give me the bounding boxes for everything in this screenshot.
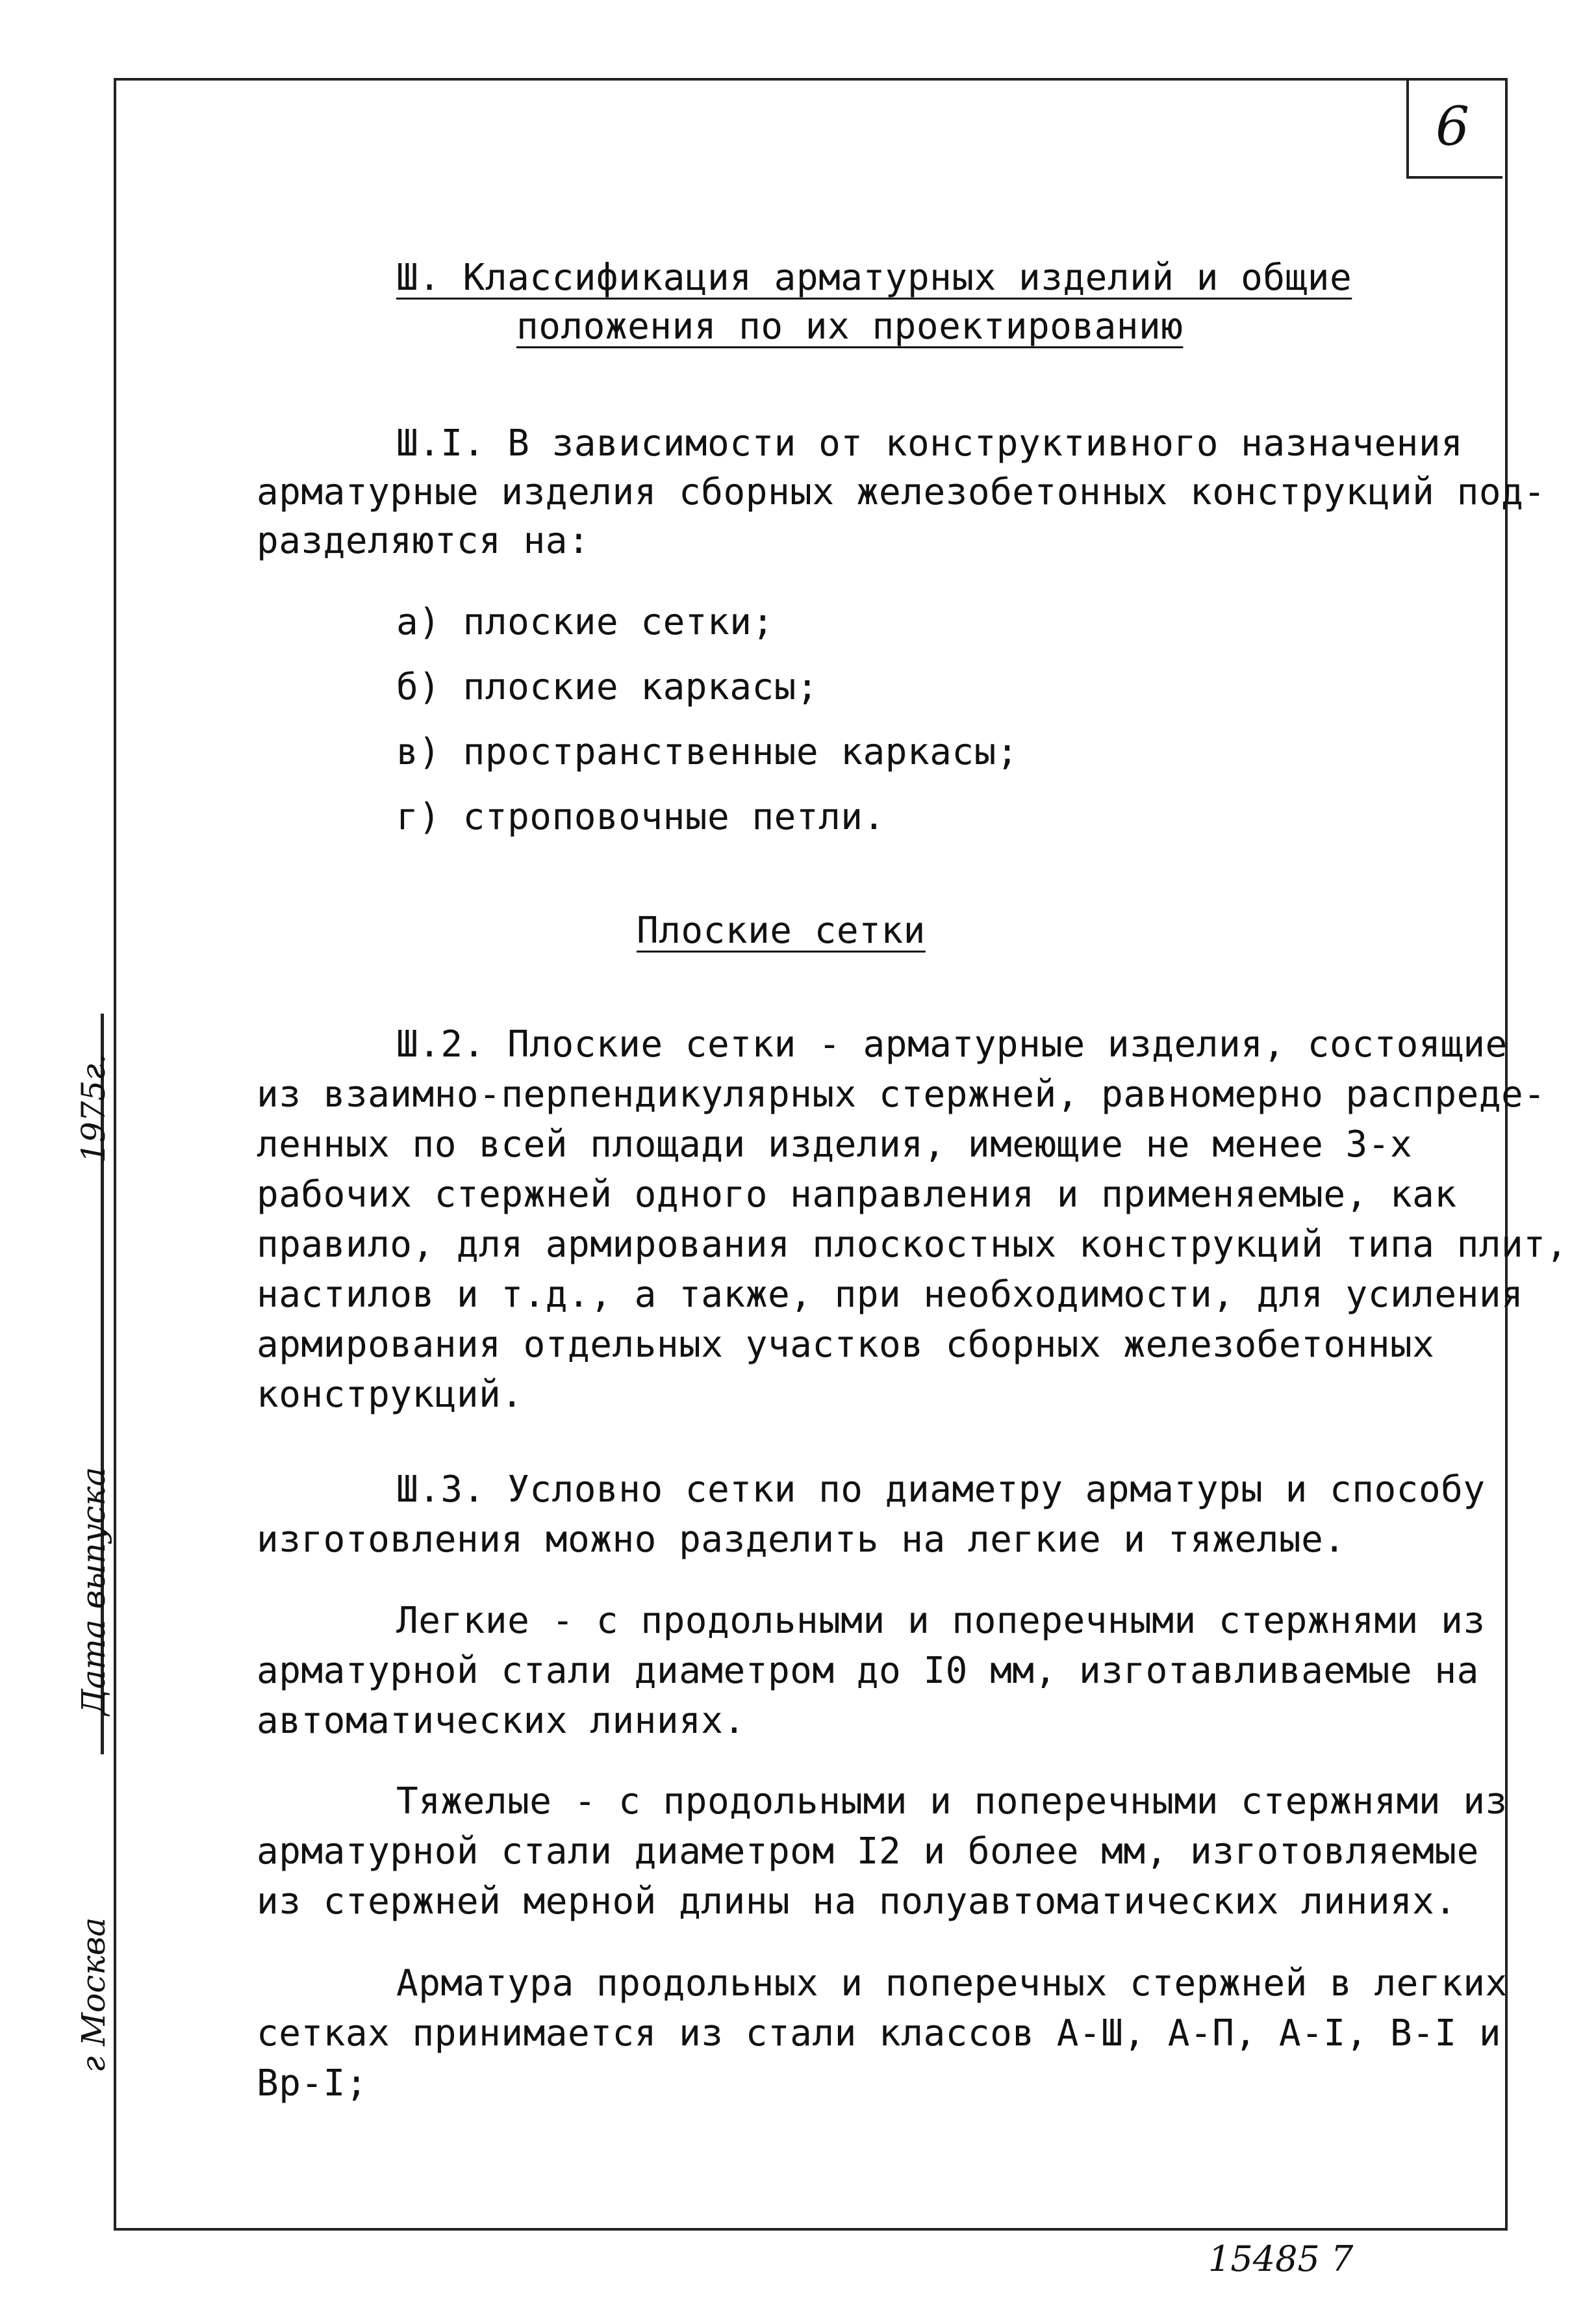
light-line: автоматических линиях.: [257, 1700, 746, 1742]
light-line: арматурной стали диаметром до I0 мм, изготавливаемые на: [257, 1650, 1479, 1692]
margin-year: 1975г.: [75, 1053, 112, 1163]
p32-line: правило, для армирования плоскостных конструкций типа плит,: [257, 1223, 1568, 1266]
heavy-line: Тяжелые - с продольными и поперечными стержнями из: [396, 1780, 1508, 1823]
p32-line: Ш.2. Плоские сетки - арматурные изделия, состоящие: [396, 1023, 1508, 1066]
p32-line: ленных по всей площади изделия, имеющие не менее 3-х: [257, 1123, 1413, 1166]
section-title-line-2: положения по их проектированию: [516, 305, 1184, 348]
list-item: г) строповочные петли.: [396, 796, 885, 838]
p32-line: настилов и т.д., а также, при необходимости, для усиления: [257, 1274, 1524, 1316]
p32-line: конструкций.: [257, 1374, 524, 1416]
list-item: б) плоские каркасы;: [396, 666, 819, 708]
margin-release-date: Дата выпуска: [75, 1466, 112, 1715]
margin-city: г Москва: [75, 1917, 112, 2073]
p31-line: арматурные изделия сборных железобетонных конструкций под-: [257, 471, 1546, 513]
p31-line: Ш.I. В зависимости от конструктивного назначения: [396, 422, 1463, 465]
steel-line: Арматура продольных и поперечных стержней в легких: [396, 1962, 1508, 2004]
p32-line: из взаимно-перпендикулярных стержней, равномерно распреде-: [257, 1073, 1546, 1116]
p32-line: рабочих стержней одного направления и применяемые, как: [257, 1173, 1457, 1216]
page-number: 6: [1436, 96, 1470, 158]
list-item: в) пространственные каркасы;: [396, 731, 1019, 773]
heavy-line: арматурной стали диаметром I2 и более мм, изготовляемые: [257, 1830, 1479, 1873]
section-title-line-1: Ш. Классификация арматурных изделий и общие: [396, 257, 1352, 299]
heavy-line: из стержней мерной длины на полуавтоматических линиях.: [257, 1880, 1457, 1923]
p31-line: разделяются на:: [257, 520, 590, 562]
p32-line: армирования отдельных участков сборных железобетонных: [257, 1324, 1435, 1366]
steel-line: сетках принимается из стали классов А-Ш, А-П, А-I, В-I и: [257, 2012, 1502, 2055]
list-item: а) плоские сетки;: [396, 601, 774, 643]
p33-line: Ш.3. Условно сетки по диаметру арматуры и способу: [396, 1468, 1486, 1511]
subheading: Плоские сетки: [637, 910, 926, 952]
p33-line: изготовления можно разделить на легкие и тяжелые.: [257, 1518, 1346, 1561]
steel-line: Вр-I;: [257, 2062, 368, 2105]
light-line: Легкие - с продольными и поперечными стержнями из: [396, 1600, 1486, 1642]
footer-code: 15485 7: [1208, 2238, 1354, 2279]
